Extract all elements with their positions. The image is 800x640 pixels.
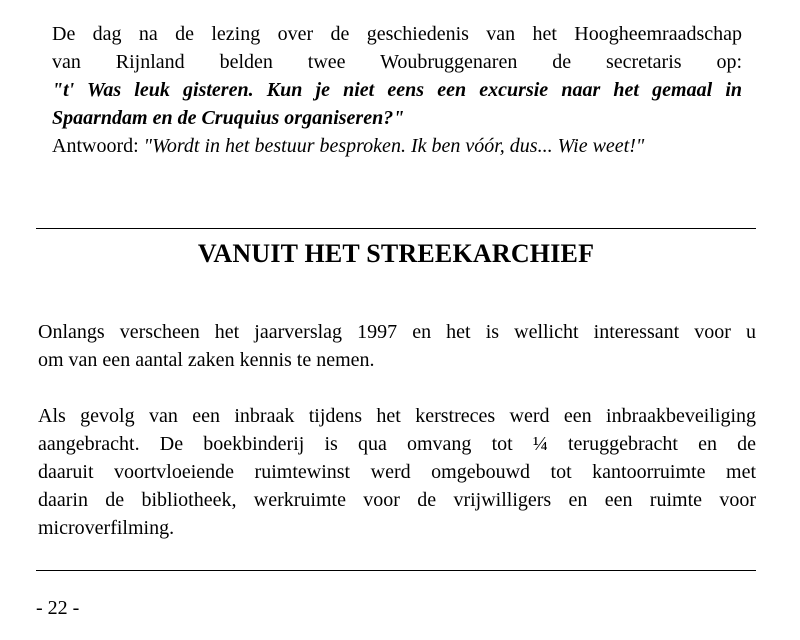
paragraph-line: om van een aantal zaken kennis te nemen.: [38, 349, 375, 371]
answer-text: "Wordt in het bestuur besproken. Ik ben vóór, dus... Wie weet!": [143, 135, 645, 157]
page-number: - 22 -: [36, 597, 80, 619]
answer-line: [52, 132, 742, 160]
paragraph-line: Als gevolg van een inbraak tijdens het kerstreces werd een inbraakbeveiliging: [38, 405, 756, 427]
paragraph-line: daaruit voortvloeiende ruimtewinst werd omgebouwd tot kantoorruimte met: [38, 461, 756, 483]
intro-line: van Rijnland belden twee Woubruggenaren de secretaris op:: [52, 51, 742, 73]
answer-label: Antwoord:: [52, 135, 139, 157]
paragraph-line: aangebracht. De boekbinderij is qua omvang tot ¼ teruggebracht en de: [38, 433, 756, 455]
paragraph-line: Onlangs verscheen het jaarverslag 1997 en het is wellicht interessant voor u: [38, 321, 756, 343]
intro-line: De dag na de lezing over de geschiedenis van het Hoogheemraadschap: [52, 23, 742, 45]
question-line: "t' Was leuk gisteren. Kun je niet eens een excursie naar het gemaal in: [52, 79, 742, 101]
paragraph-jaarverslag: [38, 318, 756, 374]
paragraph-inbraak: [38, 402, 756, 542]
question-line: Spaarndam en de Cruquius organiseren?": [52, 107, 405, 129]
intro-block: [52, 20, 742, 160]
divider-bottom: [36, 570, 756, 571]
section-title: VANUIT HET STREEKARCHIEF: [197, 239, 595, 268]
paragraph-line: daarin de bibliotheek, werkruimte voor de vrijwilligers en een ruimte voor: [38, 489, 756, 511]
divider-top: [36, 228, 756, 229]
paragraph-line: microverfilming.: [38, 517, 175, 539]
